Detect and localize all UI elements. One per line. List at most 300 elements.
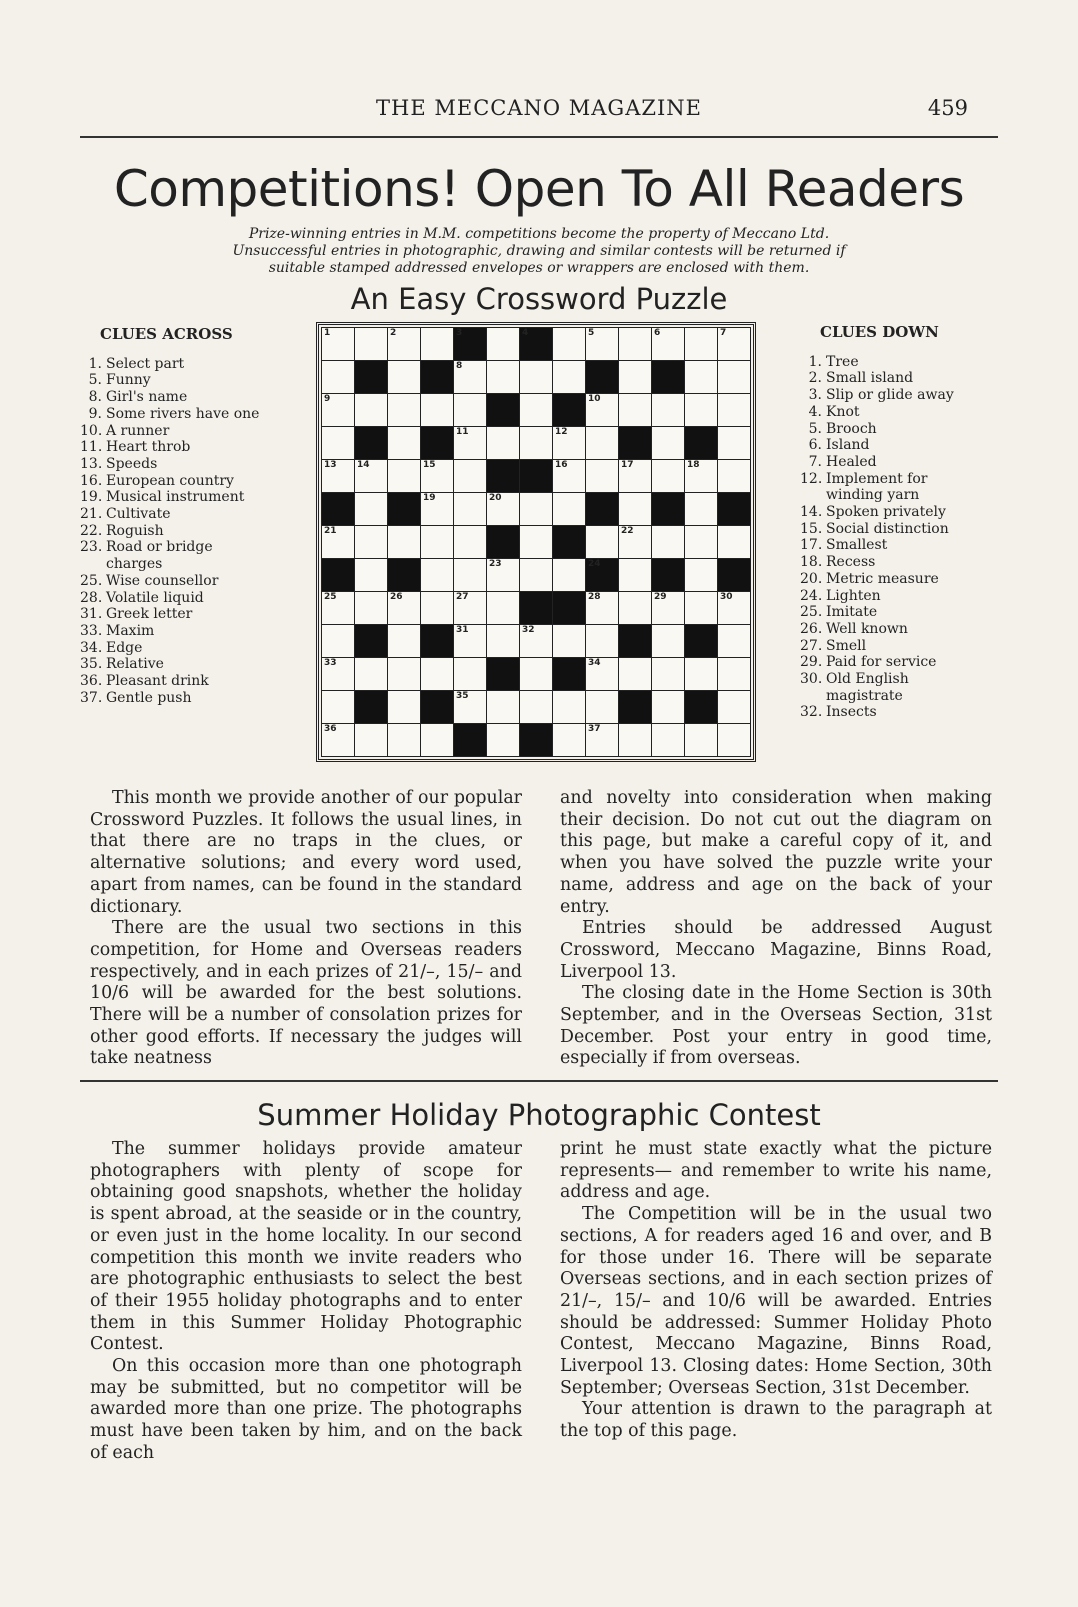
grid-cell xyxy=(718,658,751,691)
grid-cell-black xyxy=(520,460,553,493)
grid-cell xyxy=(586,658,619,691)
paragraph: On this occasion more than one photograph may be submitted, but no competitor will be awarded more than one prize. The photographs must have been taken by him, and on the back of each xyxy=(90,1356,522,1463)
clue-text: Metric measure xyxy=(826,570,939,587)
grid-cell-black xyxy=(619,427,652,460)
paragraph: There are the usual two sections in this competition, for Home and Overseas readers respectively, and in each prizes of 21/–, 15/– and 10/6 will be awarded for the best solutions. There will be a number of consolation prizes for other good efforts. If necessary the judges will take neatness xyxy=(90,918,522,1069)
grid-cell-black xyxy=(553,394,586,427)
cell-number: 10 xyxy=(588,394,601,404)
clue-text: Wise counsellor xyxy=(106,572,219,589)
clue-number: 4. xyxy=(808,403,822,420)
cell-number: 21 xyxy=(324,526,337,536)
grid-cell xyxy=(322,526,355,559)
grid-cell xyxy=(619,493,652,526)
grid-cell xyxy=(487,625,520,658)
clue-item xyxy=(800,654,990,671)
clue-text: Funny xyxy=(106,372,151,389)
grid-cell-black xyxy=(322,559,355,592)
photo-contest-title: Summer Holiday Photographic Contest xyxy=(257,1098,821,1132)
clue-item xyxy=(80,573,310,590)
cell-number: 8 xyxy=(456,361,463,371)
grid-cell xyxy=(520,493,553,526)
grid-cell xyxy=(718,460,751,493)
grid-cell xyxy=(652,724,685,757)
clue-item xyxy=(80,523,310,540)
grid-cell-black xyxy=(355,427,388,460)
grid-cell xyxy=(718,592,751,625)
grid-cell-black xyxy=(586,559,619,592)
grid-cell-black xyxy=(685,691,718,724)
clue-number xyxy=(800,688,822,705)
clue-number: 11. xyxy=(80,439,103,456)
grid-cell xyxy=(619,460,652,493)
grid-cell-black xyxy=(355,625,388,658)
clue-text: Brooch xyxy=(826,420,877,437)
grid-cell xyxy=(553,493,586,526)
grid-cell-black xyxy=(388,559,421,592)
clue-number: 9. xyxy=(88,405,102,422)
cell-number: 32 xyxy=(522,625,535,635)
grid-cell xyxy=(718,724,751,757)
clue-item xyxy=(800,370,990,387)
clue-item xyxy=(800,604,990,621)
grid-cell xyxy=(685,361,718,394)
cell-number: 14 xyxy=(357,460,370,470)
grid-cell xyxy=(685,526,718,559)
cell-number: 23 xyxy=(489,559,502,569)
paragraph: The Competition will be in the usual two sections, A for readers aged 16 and over, and B for those under 16. There will be separate Overseas sections, and in each section prizes of 21/–, 15/– and 10/6 will be awarded. Entries should be addressed: Summer Holiday Photo Contest, Meccano Magazine, Binns Road, Liverpool 13. Closing dates: Home Section, 30th September; Overseas Section, 31st December. xyxy=(560,1204,992,1398)
clue-text: charges xyxy=(106,556,163,573)
grid-cell xyxy=(520,691,553,724)
notice-line: Unsuccessful entries in photographic, drawing and similar contests will be returned if xyxy=(232,243,846,259)
cell-number: 37 xyxy=(588,724,601,734)
grid-cell xyxy=(388,658,421,691)
grid-cell xyxy=(553,361,586,394)
grid-cell xyxy=(355,328,388,361)
grid-cell xyxy=(652,394,685,427)
cell-number: 18 xyxy=(687,460,700,470)
grid-cell xyxy=(520,394,553,427)
grid-cell xyxy=(718,625,751,658)
cell-number: 26 xyxy=(390,592,403,602)
grid-cell xyxy=(619,526,652,559)
grid-cell xyxy=(685,460,718,493)
clue-number: 21. xyxy=(80,506,103,523)
clue-number: 20. xyxy=(800,570,823,587)
cell-number: 1 xyxy=(324,328,331,338)
photo-contest-text-left xyxy=(90,1139,522,1465)
grid-cell xyxy=(619,658,652,691)
grid-cell xyxy=(520,526,553,559)
clue-text: Implement for xyxy=(826,470,928,487)
clue-item xyxy=(80,606,310,623)
clue-text: Maxim xyxy=(106,622,155,639)
clue-number: 15. xyxy=(800,520,823,537)
clue-text: magistrate xyxy=(826,687,903,704)
clue-text: Heart throb xyxy=(106,439,191,456)
clue-text: Island xyxy=(826,437,870,454)
grid-cell xyxy=(553,724,586,757)
clue-text: Small island xyxy=(826,370,914,387)
grid-cell-black xyxy=(487,394,520,427)
grid-cell-black xyxy=(355,691,388,724)
grid-cell-black xyxy=(322,493,355,526)
grid-cell xyxy=(388,526,421,559)
cell-number: 34 xyxy=(588,658,601,668)
crossword-title: An Easy Crossword Puzzle xyxy=(350,282,728,316)
clue-text: Road or bridge xyxy=(106,539,213,556)
clue-item xyxy=(80,640,310,657)
clue-item xyxy=(800,704,990,721)
grid-cell xyxy=(322,658,355,691)
cell-number: 25 xyxy=(324,592,337,602)
grid-cell xyxy=(388,691,421,724)
clue-item xyxy=(80,673,310,690)
grid-cell xyxy=(355,460,388,493)
grid-cell xyxy=(619,328,652,361)
grid-cell-black xyxy=(718,493,751,526)
cell-number: 36 xyxy=(324,724,337,734)
grid-cell-black xyxy=(520,592,553,625)
cell-number: 9 xyxy=(324,394,331,404)
cell-number: 3 xyxy=(456,328,463,338)
grid-cell xyxy=(454,493,487,526)
grid-cell xyxy=(355,493,388,526)
cell-number: 5 xyxy=(588,328,595,338)
grid-cell-black xyxy=(586,493,619,526)
grid-cell xyxy=(355,394,388,427)
grid-cell xyxy=(652,625,685,658)
clue-item xyxy=(80,356,310,373)
running-head: THE MECCANO MAGAZINE xyxy=(376,96,702,120)
cell-number: 20 xyxy=(489,493,502,503)
clue-number: 17. xyxy=(800,537,823,554)
clue-item xyxy=(800,487,990,504)
paragraph: Entries should be addressed August Crossword, Meccano Magazine, Binns Road, Liverpool 13. xyxy=(560,918,992,982)
cell-number: 16 xyxy=(555,460,568,470)
clue-number: 14. xyxy=(800,504,823,521)
grid-cell-black xyxy=(421,691,454,724)
grid-cell xyxy=(388,427,421,460)
grid-cell xyxy=(520,559,553,592)
grid-cell xyxy=(685,493,718,526)
cell-number: 31 xyxy=(456,625,469,635)
grid-cell-black xyxy=(454,328,487,361)
grid-cell xyxy=(586,394,619,427)
clue-number: 10. xyxy=(80,422,103,439)
grid-cell xyxy=(520,658,553,691)
grid-cell xyxy=(322,427,355,460)
clue-number: 7. xyxy=(808,453,822,470)
grid-cell-black xyxy=(487,460,520,493)
clue-item xyxy=(800,387,990,404)
clue-item xyxy=(80,556,310,573)
grid-cell xyxy=(586,625,619,658)
grid-cell xyxy=(652,427,685,460)
clue-number: 28. xyxy=(80,589,103,606)
grid-cell xyxy=(685,559,718,592)
clues-down-heading: CLUES DOWN xyxy=(820,323,939,341)
grid-cell-black xyxy=(487,526,520,559)
clue-text: Healed xyxy=(826,453,877,470)
cell-number: 35 xyxy=(456,691,469,701)
grid-cell xyxy=(553,625,586,658)
clue-number: 26. xyxy=(800,620,823,637)
clue-item xyxy=(800,354,990,371)
grid-cell xyxy=(619,724,652,757)
clue-number: 1. xyxy=(88,355,102,372)
grid-cell xyxy=(355,724,388,757)
clue-text: Old English xyxy=(826,671,909,688)
cell-number: 2 xyxy=(390,328,397,338)
grid-cell-black xyxy=(421,361,454,394)
clue-number: 18. xyxy=(800,554,823,571)
grid-cell xyxy=(685,394,718,427)
clue-text: winding yarn xyxy=(826,487,920,504)
clues-down xyxy=(800,324,990,721)
page-number: 459 xyxy=(927,96,968,120)
clue-item xyxy=(800,404,990,421)
cell-number: 13 xyxy=(324,460,337,470)
clue-text: Cultivate xyxy=(106,506,171,523)
grid-cell xyxy=(454,427,487,460)
grid-cell xyxy=(652,328,685,361)
grid-cell-black xyxy=(520,724,553,757)
cell-number: 27 xyxy=(456,592,469,602)
clue-text: Pleasant drink xyxy=(106,673,209,690)
crossword-grid xyxy=(316,322,756,762)
clue-item xyxy=(80,389,310,406)
clue-number: 30. xyxy=(800,671,823,688)
cell-number: 28 xyxy=(588,592,601,602)
cell-number: 6 xyxy=(654,328,661,338)
grid-cell xyxy=(553,691,586,724)
cell-number: 30 xyxy=(720,592,733,602)
grid-cell-black xyxy=(553,526,586,559)
grid-cell-black xyxy=(619,625,652,658)
grid-cell xyxy=(487,427,520,460)
grid-cell xyxy=(487,328,520,361)
cell-number: 19 xyxy=(423,493,436,503)
grid-cell-black xyxy=(421,625,454,658)
clue-item xyxy=(800,471,990,488)
clue-text: Knot xyxy=(826,403,860,420)
grid-cell xyxy=(421,493,454,526)
clue-number: 1. xyxy=(808,353,822,370)
grid-cell xyxy=(718,394,751,427)
grid-cell xyxy=(322,691,355,724)
grid-cell xyxy=(388,724,421,757)
clue-text: Speeds xyxy=(106,455,158,472)
clue-text: Volatile liquid xyxy=(106,589,204,606)
clue-number: 5. xyxy=(88,372,102,389)
grid-cell xyxy=(619,361,652,394)
paragraph: Your attention is drawn to the paragraph at the top of this page. xyxy=(560,1399,992,1442)
paragraph: This month we provide another of our popular Crossword Puzzles. It follows the usual lines, in that there are no traps in the clues, or alternative solutions; and every word used, apart from names, can be found in the standard dictionary. xyxy=(90,788,522,917)
clue-item xyxy=(800,537,990,554)
clue-number: 19. xyxy=(80,489,103,506)
clue-number: 33. xyxy=(80,622,103,639)
main-title: Competitions! Open To All Readers xyxy=(113,160,965,218)
clue-item xyxy=(800,638,990,655)
grid-cell xyxy=(586,592,619,625)
clue-number: 31. xyxy=(80,606,103,623)
grid-cell xyxy=(520,427,553,460)
grid-cell-black xyxy=(553,592,586,625)
grid-cell-black xyxy=(652,559,685,592)
grid-cell xyxy=(520,625,553,658)
clue-text: Insects xyxy=(826,704,877,721)
clue-item xyxy=(80,656,310,673)
clue-text: Musical instrument xyxy=(106,489,245,506)
grid-cell xyxy=(421,658,454,691)
grid-cell xyxy=(718,427,751,460)
grid-cell xyxy=(487,493,520,526)
grid-cell xyxy=(388,328,421,361)
grid-cell xyxy=(553,328,586,361)
clue-item xyxy=(80,473,310,490)
grid-cell xyxy=(388,394,421,427)
crossword-grid-cells xyxy=(321,327,751,757)
grid-cell-black xyxy=(487,658,520,691)
grid-cell-black xyxy=(454,724,487,757)
clue-item xyxy=(80,456,310,473)
grid-cell xyxy=(586,526,619,559)
clue-item xyxy=(80,539,310,556)
grid-cell xyxy=(586,691,619,724)
clue-text: Greek letter xyxy=(106,606,193,623)
grid-cell xyxy=(454,526,487,559)
grid-cell xyxy=(487,592,520,625)
grid-cell xyxy=(355,526,388,559)
clue-item xyxy=(800,421,990,438)
grid-cell xyxy=(322,394,355,427)
grid-cell xyxy=(685,658,718,691)
cell-number: 4 xyxy=(522,328,529,338)
grid-cell xyxy=(685,328,718,361)
grid-cell xyxy=(421,592,454,625)
clue-item xyxy=(80,489,310,506)
clues-across xyxy=(80,326,310,706)
section-divider xyxy=(80,1080,998,1082)
grid-cell xyxy=(454,625,487,658)
grid-cell xyxy=(685,592,718,625)
grid-cell xyxy=(388,361,421,394)
paragraph: The summer holidays provide amateur photographers with plenty of scope for obtaining good snapshots, whether the holiday is spent abroad, at the seaside or in the country, or even just in the home locality. In our second competition this month we invite readers who are photographic enthusiasts to select the best of their 1955 holiday photographs and to enter them in this Summer Holiday Photographic Contest. xyxy=(90,1139,522,1355)
grid-cell xyxy=(388,460,421,493)
grid-cell-black xyxy=(421,427,454,460)
grid-cell xyxy=(487,559,520,592)
grid-cell-black xyxy=(718,559,751,592)
clue-number: 6. xyxy=(808,437,822,454)
clue-item xyxy=(80,506,310,523)
grid-cell xyxy=(322,724,355,757)
grid-cell xyxy=(421,460,454,493)
clue-text: Select part xyxy=(106,355,185,372)
clue-text: Lighten xyxy=(826,587,881,604)
grid-cell xyxy=(652,592,685,625)
grid-cell xyxy=(652,691,685,724)
grid-cell xyxy=(421,526,454,559)
clue-item xyxy=(80,372,310,389)
grid-cell xyxy=(718,526,751,559)
grid-cell-black xyxy=(652,361,685,394)
grid-cell xyxy=(586,724,619,757)
clue-item xyxy=(800,504,990,521)
clue-text: Gentle push xyxy=(106,689,192,706)
grid-cell xyxy=(454,559,487,592)
clue-item xyxy=(800,571,990,588)
clue-number: 22. xyxy=(80,522,103,539)
clue-text: Relative xyxy=(106,656,164,673)
clue-item xyxy=(80,423,310,440)
clue-item xyxy=(800,521,990,538)
grid-cell xyxy=(718,328,751,361)
clue-text: Paid for service xyxy=(826,654,937,671)
clue-number: 16. xyxy=(80,472,103,489)
cell-number: 29 xyxy=(654,592,667,602)
clue-number: 23. xyxy=(80,539,103,556)
grid-cell-black xyxy=(388,493,421,526)
clue-number: 13. xyxy=(80,455,103,472)
grid-cell xyxy=(652,526,685,559)
grid-cell xyxy=(520,361,553,394)
clue-text: Smell xyxy=(826,637,867,654)
clue-text: Tree xyxy=(826,353,859,370)
clue-text: Imitate xyxy=(826,604,878,621)
grid-cell xyxy=(322,328,355,361)
clue-number: 32. xyxy=(800,704,823,721)
grid-cell xyxy=(652,658,685,691)
grid-cell xyxy=(454,691,487,724)
clue-number: 24. xyxy=(800,587,823,604)
grid-cell xyxy=(487,724,520,757)
cell-number: 11 xyxy=(456,427,469,437)
clue-item xyxy=(800,554,990,571)
grid-cell xyxy=(685,724,718,757)
clue-item xyxy=(800,437,990,454)
clue-number: 27. xyxy=(800,637,823,654)
clue-item xyxy=(800,588,990,605)
clue-text: Recess xyxy=(826,554,876,571)
clue-text: Slip or glide away xyxy=(826,387,954,404)
page-header xyxy=(80,96,998,138)
grid-cell xyxy=(718,361,751,394)
paragraph: The closing date in the Home Section is 30th September, and in the Overseas Section, 31st December. Post your entry in good time, especially if from overseas. xyxy=(560,983,992,1069)
clue-number: 34. xyxy=(80,639,103,656)
grid-cell xyxy=(619,394,652,427)
clue-item xyxy=(800,621,990,638)
clue-number: 25. xyxy=(800,604,823,621)
clue-item xyxy=(80,439,310,456)
grid-cell xyxy=(718,691,751,724)
clue-number: 5. xyxy=(808,420,822,437)
cell-number: 33 xyxy=(324,658,337,668)
clue-item xyxy=(80,690,310,707)
cell-number: 7 xyxy=(720,328,727,338)
clue-text: Girl's name xyxy=(106,389,188,406)
clue-number: 25. xyxy=(80,572,103,589)
grid-cell xyxy=(454,592,487,625)
clue-text: Some rivers have one xyxy=(106,405,260,422)
crossword-text-left xyxy=(90,788,522,1070)
cell-number: 15 xyxy=(423,460,436,470)
clue-number: 35. xyxy=(80,656,103,673)
clue-number: 36. xyxy=(80,673,103,690)
grid-cell xyxy=(388,592,421,625)
clue-number: 8. xyxy=(88,389,102,406)
paragraph: print he must state exactly what the picture represents— and remember to write his name, address and age. xyxy=(560,1139,992,1203)
grid-cell xyxy=(421,724,454,757)
